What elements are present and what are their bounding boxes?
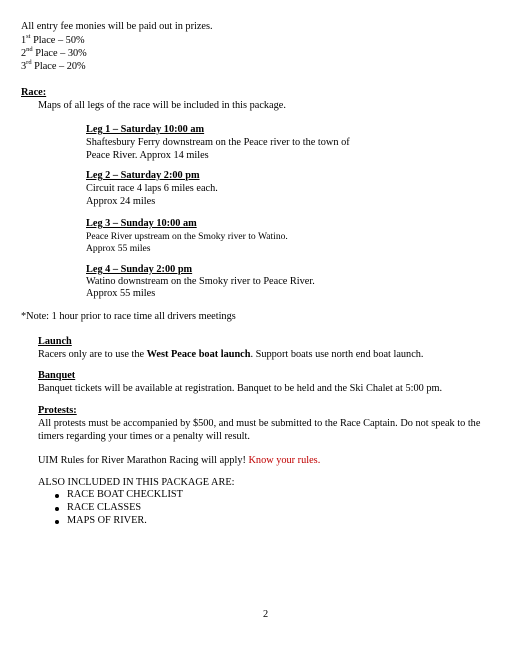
- included-item: RACE CLASSES: [67, 502, 142, 513]
- leg-3-line-2: Approx 55 miles: [86, 243, 151, 254]
- leg-3-line-1: Peace River upstream on the Smoky river to Watino.: [86, 231, 288, 242]
- leg-3-title: Leg 3 – Sunday 10:00 am: [86, 218, 197, 229]
- rules-text: UIM Rules for River Marathon Racing will apply! Know your rules.: [38, 455, 321, 466]
- prize-second-place: 2nd Place – 30%: [21, 45, 87, 59]
- leg-4-title: Leg 4 – Sunday 2:00 pm: [86, 264, 193, 275]
- leg-4-line-2: Approx 55 miles: [86, 288, 156, 299]
- launch-text: Racers only are to use the West Peace boat launch. Support boats use north end boat launch.: [38, 349, 424, 360]
- protests-line-2: timers regarding your times or a penalty will result.: [38, 431, 250, 442]
- launch-location: West Peace boat launch: [146, 349, 251, 360]
- banquet-heading: Banquet: [38, 370, 76, 381]
- leg-2-line-2: Approx 24 miles: [86, 196, 156, 207]
- leg-2-title: Leg 2 – Saturday 2:00 pm: [86, 170, 200, 181]
- bullet-icon: [55, 494, 59, 498]
- prize-first-place: 1st Place – 50%: [21, 32, 85, 46]
- launch-heading: Launch: [38, 336, 72, 347]
- protests-heading: Protests:: [38, 405, 77, 416]
- bullet-icon: [55, 520, 59, 524]
- protests-line-1: All protests must be accompanied by $500, and must be submitted to the Race Captain. Do not speak to the: [38, 418, 481, 429]
- included-item: RACE BOAT CHECKLIST: [67, 489, 183, 500]
- included-item: MAPS OF RIVER.: [67, 515, 147, 526]
- race-note: *Note: 1 hour prior to race time all drivers meetings: [21, 311, 236, 322]
- included-heading: ALSO INCLUDED IN THIS PACKAGE ARE:: [38, 477, 235, 488]
- bullet-icon: [55, 507, 59, 511]
- leg-2-line-1: Circuit race 4 laps 6 miles each.: [86, 183, 218, 194]
- prize-third-place: 3rd Place – 20%: [21, 58, 86, 72]
- leg-1-title: Leg 1 – Saturday 10:00 am: [86, 124, 205, 135]
- rules-highlight: Know your rules.: [248, 455, 321, 466]
- leg-4-line-1: Watino downstream on the Smoky river to Peace River.: [86, 276, 315, 287]
- race-intro: Maps of all legs of the race will be included in this package.: [38, 100, 286, 111]
- leg-1-line-2: Peace River. Approx 14 miles: [86, 150, 209, 161]
- race-heading: Race:: [21, 87, 47, 98]
- page-number: 2: [263, 609, 269, 620]
- leg-1-line-1: Shaftesbury Ferry downstream on the Peace river to the town of: [86, 137, 350, 148]
- banquet-text: Banquet tickets will be available at registration. Banquet to be held and the Ski Chalet at 5:00 pm.: [38, 383, 443, 394]
- prizes-intro: All entry fee monies will be paid out in prizes.: [21, 21, 213, 32]
